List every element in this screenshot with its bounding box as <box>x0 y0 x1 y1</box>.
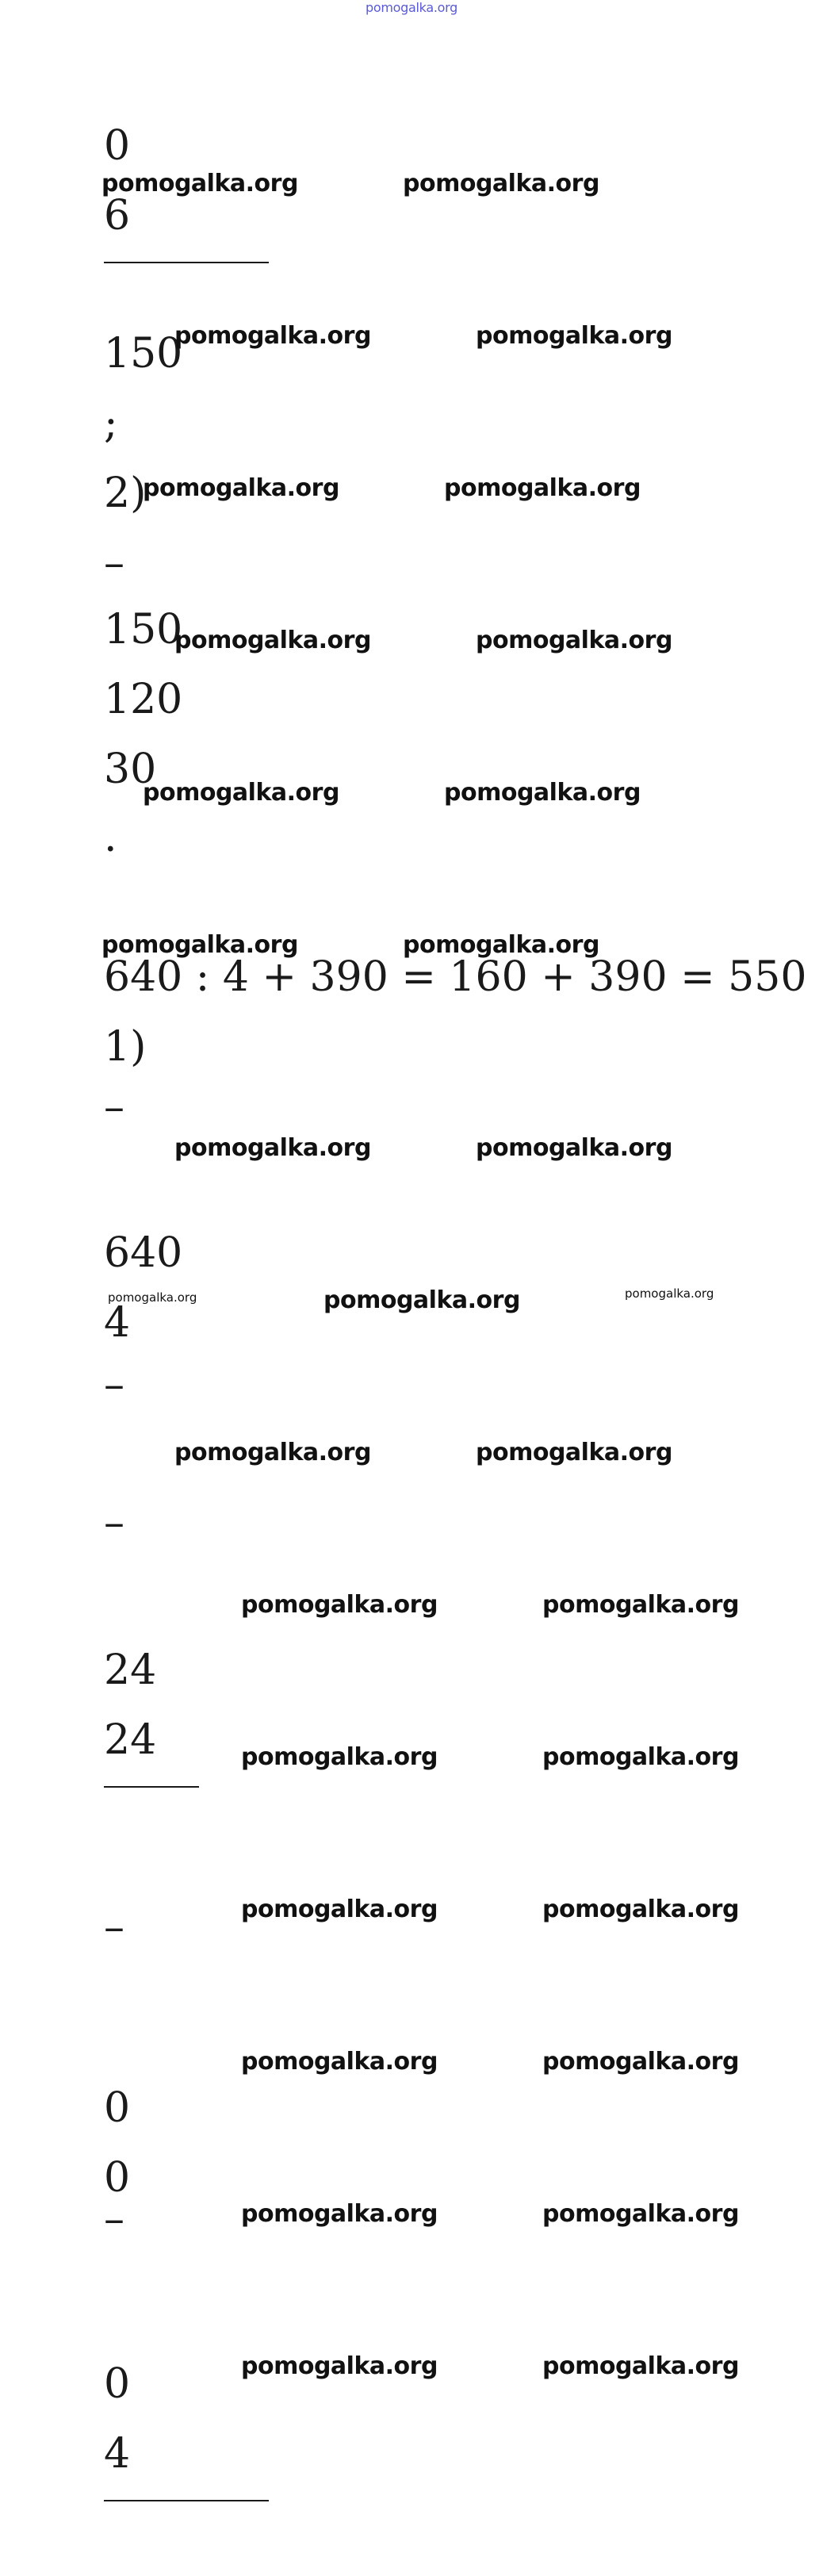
math-line: 0 <box>104 2084 131 2132</box>
watermark: pomogalka.org <box>444 474 641 502</box>
watermark: pomogalka.org <box>542 2200 739 2228</box>
watermark: pomogalka.org <box>542 1591 739 1619</box>
watermark: pomogalka.org <box>101 931 298 959</box>
watermark: pomogalka.org <box>476 1134 672 1162</box>
math-line: – <box>104 1499 124 1547</box>
watermark: pomogalka.org <box>174 627 371 654</box>
watermark: pomogalka.org <box>542 1896 739 1923</box>
math-line: 24 <box>104 1716 157 1764</box>
watermark: pomogalka.org <box>143 474 339 502</box>
math-line: ; <box>104 400 118 447</box>
math-line: – <box>104 1903 124 1951</box>
watermark: pomogalka.org <box>174 1439 371 1466</box>
math-line: 2) <box>104 470 147 517</box>
math-line: 150 <box>104 606 183 654</box>
watermark: pomogalka.org <box>476 322 672 350</box>
watermark: pomogalka.org <box>403 170 599 197</box>
math-line: 6 <box>104 192 131 240</box>
header-watermark: pomogalka.org <box>366 0 457 15</box>
math-line: 120 <box>104 676 183 723</box>
math-line: . <box>104 814 117 861</box>
math-line: 0 <box>104 2154 131 2202</box>
watermark: pomogalka.org <box>241 2048 438 2076</box>
watermark: pomogalka.org <box>174 1134 371 1162</box>
watermark: pomogalka.org <box>241 2352 438 2380</box>
division-underline <box>104 2500 269 2501</box>
watermark: pomogalka.org <box>542 1743 739 1771</box>
math-line: – <box>104 1361 124 1409</box>
division-underline <box>104 262 269 263</box>
math-line: – <box>104 1083 124 1131</box>
watermark: pomogalka.org <box>444 779 641 807</box>
math-line: 0 <box>104 122 131 170</box>
math-line: 150 <box>104 330 183 378</box>
watermark: pomogalka.org <box>174 322 371 350</box>
math-line: 24 <box>104 1646 157 1694</box>
math-line: 0 <box>104 2360 131 2408</box>
watermark: pomogalka.org <box>108 1290 197 1305</box>
watermark: pomogalka.org <box>241 1743 438 1771</box>
math-line: 4 <box>104 1299 131 1347</box>
watermark: pomogalka.org <box>323 1286 520 1314</box>
watermark: pomogalka.org <box>241 2200 438 2228</box>
division-underline <box>104 1786 199 1788</box>
math-line: – <box>104 2195 124 2243</box>
watermark: pomogalka.org <box>403 931 599 959</box>
math-line: 640 <box>104 1229 183 1277</box>
watermark: pomogalka.org <box>476 627 672 654</box>
watermark: pomogalka.org <box>625 1286 714 1301</box>
math-expression: 640 : 4 + 390 = 160 + 390 = 550 <box>104 953 807 1001</box>
math-line: 4 <box>104 2430 131 2478</box>
math-line: 30 <box>104 746 157 793</box>
watermark: pomogalka.org <box>542 2352 739 2380</box>
watermark: pomogalka.org <box>476 1439 672 1466</box>
watermark: pomogalka.org <box>101 170 298 197</box>
watermark: pomogalka.org <box>241 1896 438 1923</box>
watermark: pomogalka.org <box>241 1591 438 1619</box>
math-line: 1) <box>104 1023 147 1071</box>
watermark: pomogalka.org <box>143 779 339 807</box>
math-line: – <box>104 539 124 587</box>
watermark: pomogalka.org <box>542 2048 739 2076</box>
